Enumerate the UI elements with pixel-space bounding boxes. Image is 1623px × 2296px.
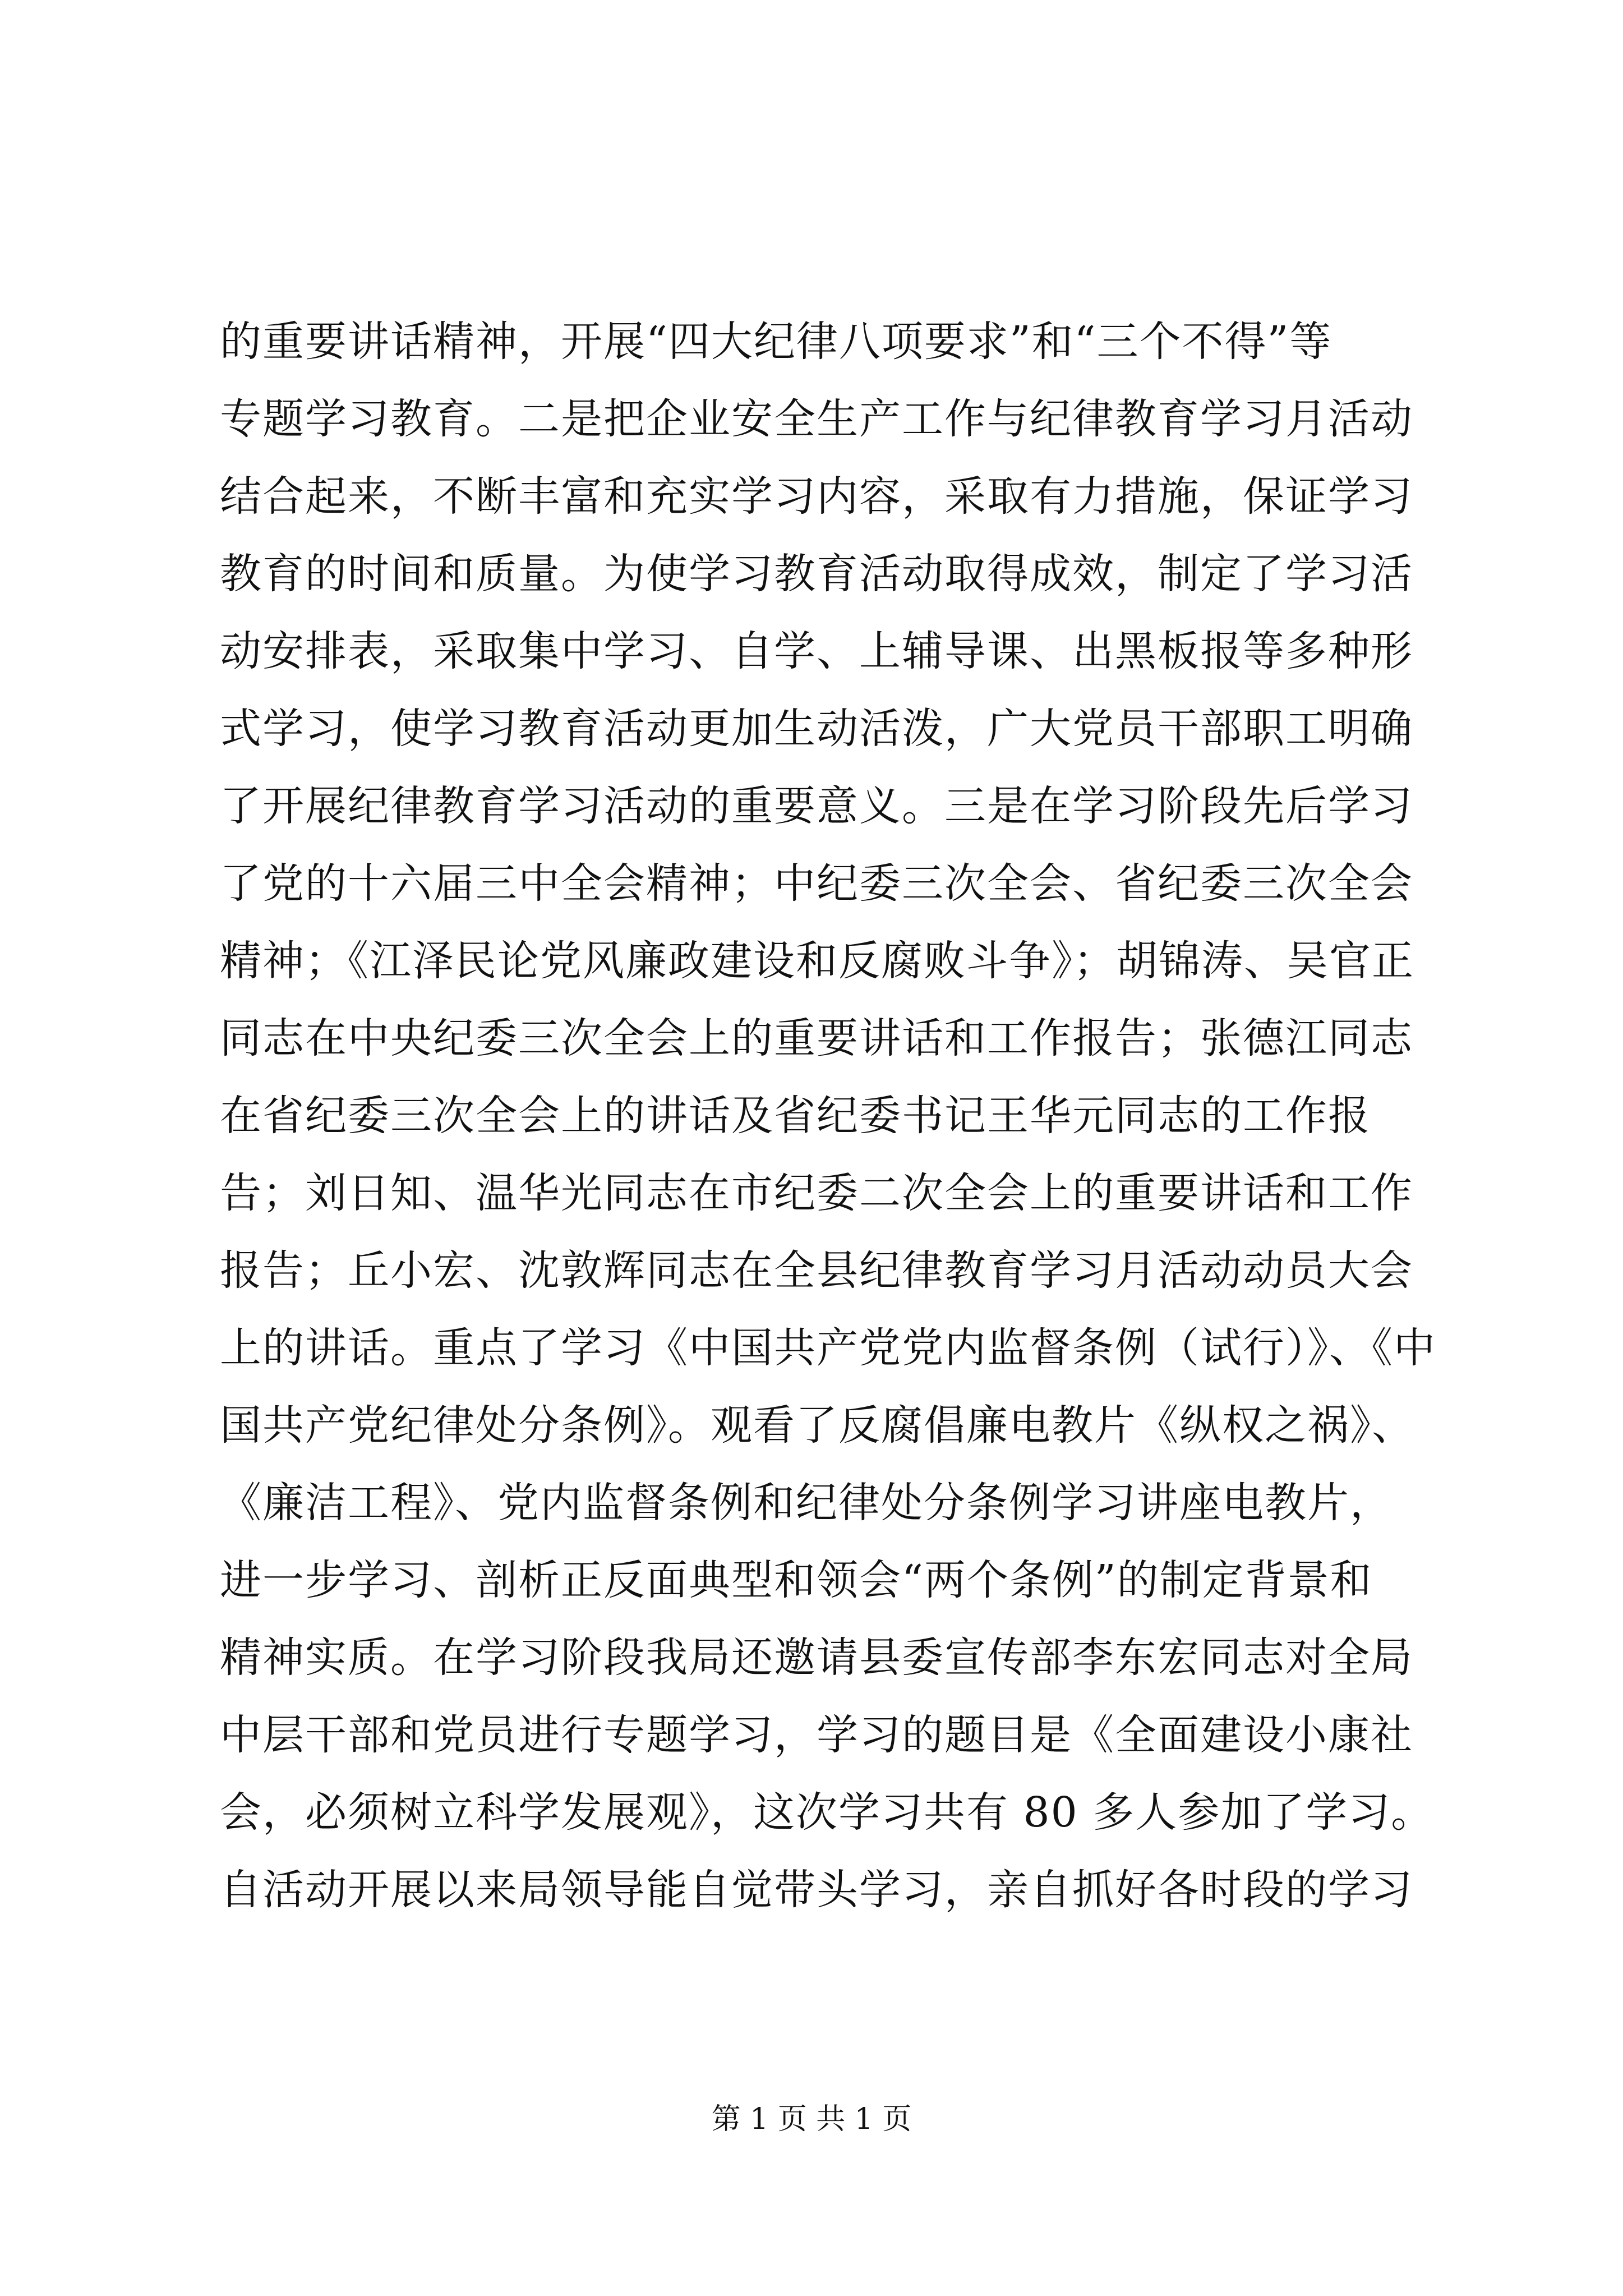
text-line: 结合起来，不断丰富和充实学习内容，采取有力措施，保证学习 (220, 472, 1413, 521)
text-line: 国共产党纪律处分条例》。观看了反腐倡廉电教片《纵权之祸》、 (220, 1401, 1414, 1450)
text-line: 了党的十六届三中全会精神；中纪委三次全会、省纪委三次全会 (220, 859, 1413, 908)
text-line: 同志在中央纪委三次全会上的重要讲话和工作报告；张德江同志 (220, 1014, 1413, 1062)
text-line: 专题学习教育。二是把企业安全生产工作与纪律教育学习月活动 (220, 395, 1413, 443)
text-line: 了开展纪律教育学习活动的重要意义。三是在学习阶段先后学习 (220, 782, 1413, 830)
text-line: 进一步学习、剖析正反面典型和领会“两个条例”的制定背景和 (220, 1556, 1373, 1604)
text-line: 教育的时间和质量。为使学习教育活动取得成效，制定了学习活 (220, 550, 1413, 598)
text-line: 中层干部和党员进行专题学习，学习的题目是《全面建设小康社 (220, 1711, 1413, 1759)
text-line: 的重要讲话精神，开展“四大纪律八项要求”和“三个不得”等 (220, 318, 1332, 366)
text-line: 《廉洁工程》、党内监督条例和纪律处分条例学习讲座电教片， (220, 1479, 1393, 1527)
text-line: 自活动开展以来局领导能自觉带头学习，亲自抓好各时段的学习 (220, 1866, 1413, 1914)
text-line: 精神实质。在学习阶段我局还邀请县委宣传部李东宏同志对全局 (220, 1634, 1413, 1682)
text-line: 精神；《江泽民论党风廉政建设和反腐败斗争》；胡锦涛、吴官正 (220, 937, 1414, 985)
text-line: 在省纪委三次全会上的讲话及省纪委书记王华元同志的工作报 (220, 1092, 1371, 1140)
text-line: 式学习，使学习教育活动更加生动活泼，广大党员干部职工明确 (220, 705, 1413, 753)
text-line: 报告；丘小宏、沈敦辉同志在全县纪律教育学习月活动动员大会 (220, 1246, 1413, 1295)
body-text (220, 303, 1436, 1929)
text-line: 告；刘日知、温华光同志在市纪委二次全会上的重要讲话和工作 (220, 1169, 1413, 1217)
text-line: 会，必须树立科学发展观》，这次学习共有 80 多人参加了学习。 (220, 1788, 1434, 1837)
text-line: 动安排表，采取集中学习、自学、上辅导课、出黑板报等多种形 (220, 627, 1413, 675)
page-footer: 第 1 页 共 1 页 (711, 2102, 912, 2136)
text-line: 上的讲话。重点了学习《中国共产党党内监督条例（试行）》、《中 (220, 1324, 1436, 1372)
